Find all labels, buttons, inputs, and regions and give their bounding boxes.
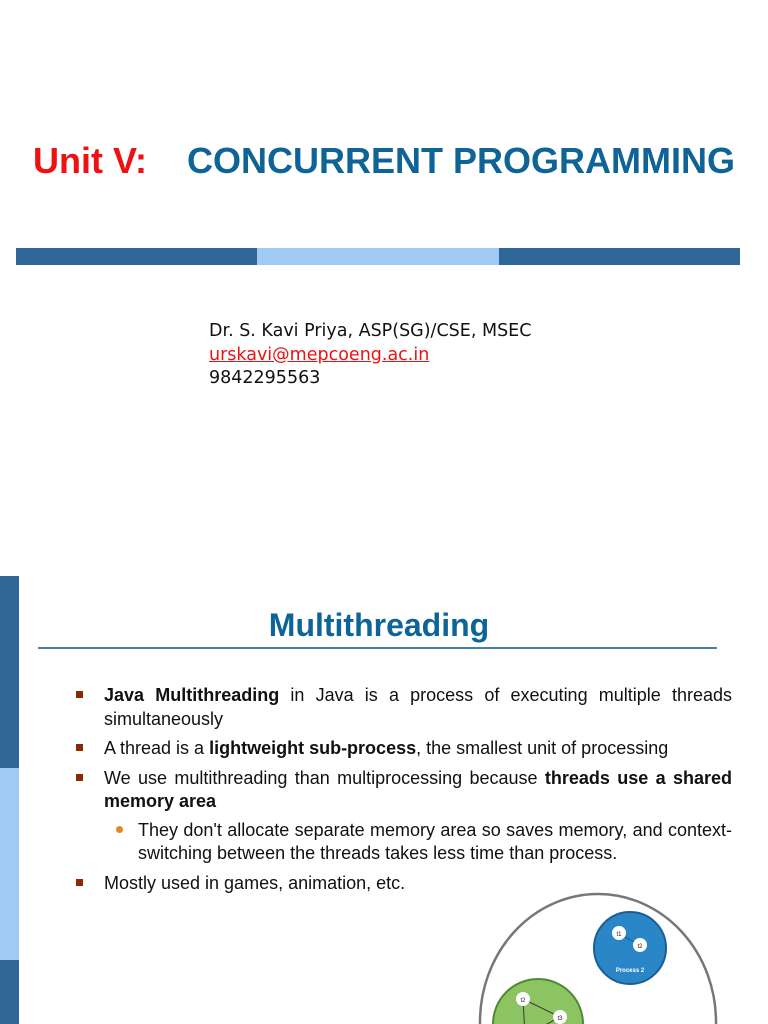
title-spacer: [157, 140, 177, 181]
bullet-text: We use multithreading than multiprocessing because: [104, 767, 545, 788]
bullet-text: , the smallest unit of processing: [416, 738, 669, 758]
sub-bullet-item: [76, 819, 732, 866]
bar-segment-right: [499, 248, 740, 265]
bullet-item: [76, 767, 732, 814]
title-topic: CONCURRENT PROGRAMMING: [187, 140, 736, 181]
square-bullet-icon: [76, 691, 83, 698]
bullet-bold-text: Java Multithreading: [104, 685, 280, 705]
square-bullet-icon: [76, 744, 83, 751]
thread-label: t1: [616, 932, 622, 938]
slide-title: [0, 138, 768, 184]
sub-bullet-text: They don't allocate separate memory area so saves memory, and context-switching between the threads takes less time than process.: [138, 819, 732, 863]
bullet-text: in Java is a process of executing multiple threads simultaneously: [104, 685, 732, 729]
thread-label: t2: [637, 944, 643, 950]
title-unit: Unit V:: [32, 140, 147, 181]
strip-segment-bottom: [0, 960, 19, 1024]
multithreading-slide: [0, 576, 768, 1024]
process2-label: Process 2: [615, 968, 645, 974]
bullet-item: [76, 737, 732, 761]
decorative-bar: [16, 248, 740, 265]
slide-heading: Multithreading: [268, 607, 490, 643]
author-info: [209, 320, 531, 391]
thread-label: t3: [557, 1016, 563, 1022]
heading-underline: [38, 647, 717, 649]
bullet-bold-text: threads use a shared memory area: [104, 767, 732, 811]
bullet-text: Mostly used in games, animation, etc.: [104, 872, 406, 893]
thread-label: t2: [520, 998, 526, 1004]
bar-segment-left: [16, 248, 257, 265]
round-bullet-icon: [116, 826, 123, 833]
strip-segment-middle: [0, 768, 19, 960]
author-email-link[interactable]: urskavi@mepcoeng.ac.in: [209, 344, 430, 365]
square-bullet-icon: [76, 879, 83, 886]
process-diagram: [478, 892, 718, 1024]
author-name: Dr. S. Kavi Priya, ASP(SG)/CSE, MSEC: [209, 321, 532, 341]
author-phone: 9842295563: [209, 368, 321, 388]
bullet-item: [76, 684, 732, 731]
bullet-text: A thread is a: [104, 738, 210, 758]
square-bullet-icon: [76, 774, 83, 781]
bullet-list: [76, 684, 732, 901]
bar-segment-middle: [257, 248, 498, 265]
bullet-bold-text: lightweight sub-process: [209, 738, 417, 758]
